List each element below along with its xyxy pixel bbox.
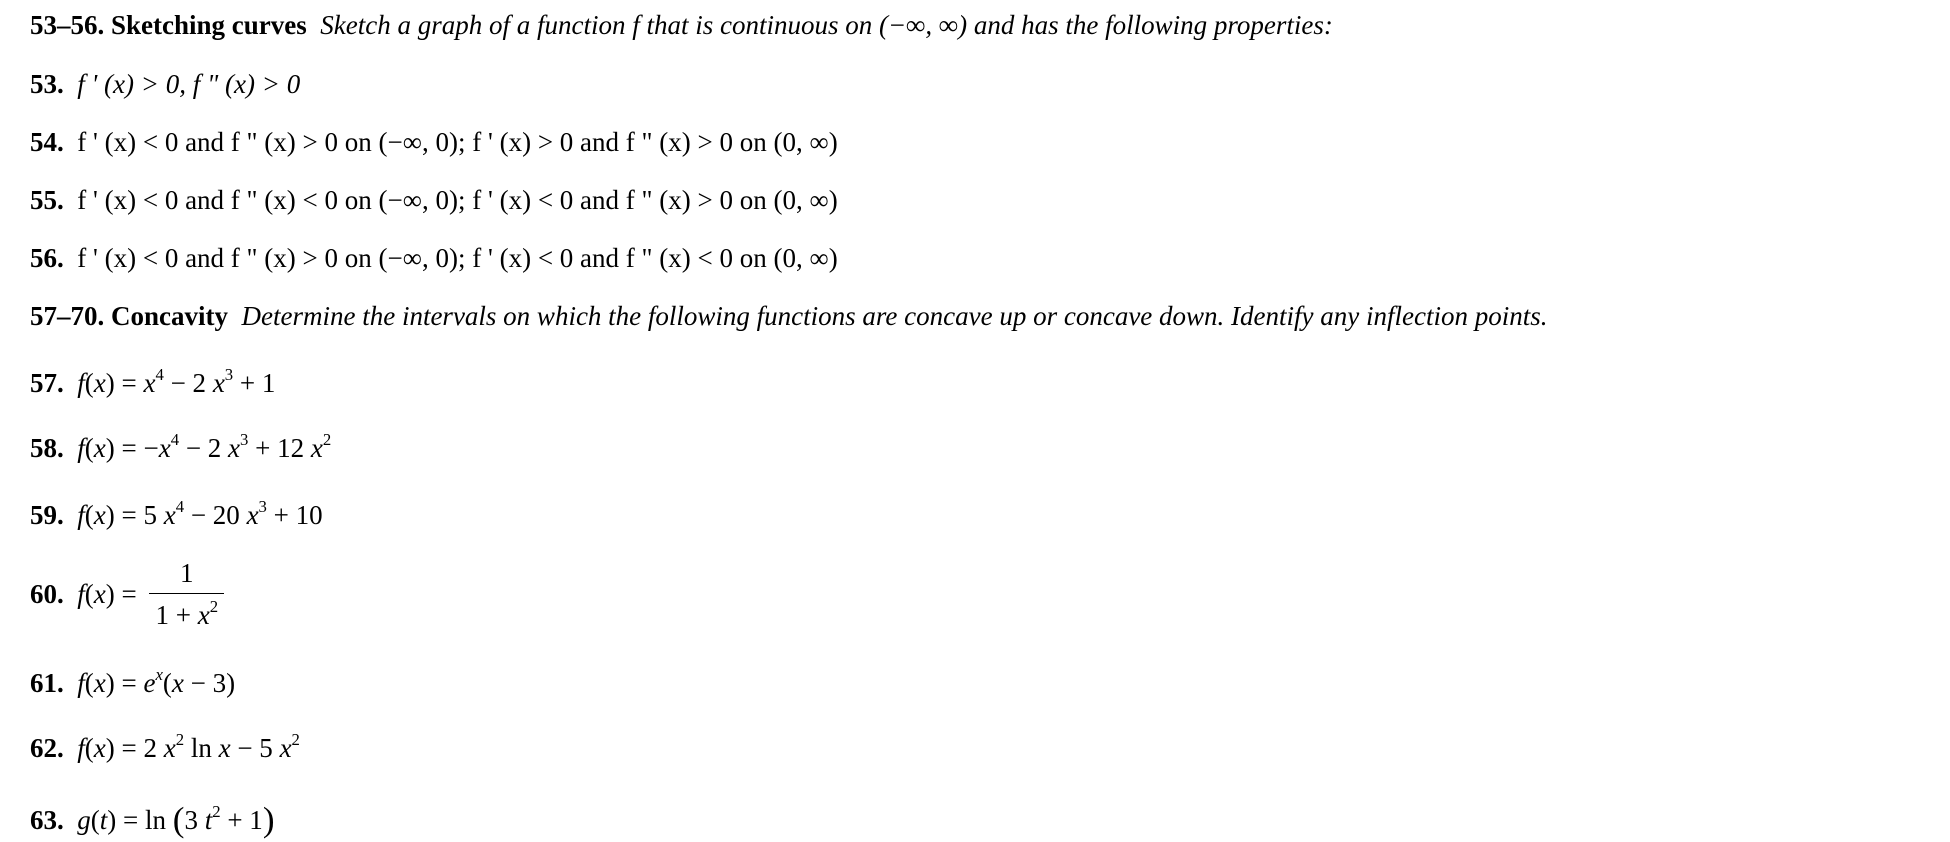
problem-expression: f(x) = <box>77 579 137 609</box>
problem-number: 62. <box>30 733 64 763</box>
problem-number: 53. <box>30 69 64 99</box>
problem-number: 57. <box>30 368 64 398</box>
problem-62 <box>30 729 300 763</box>
problem-53 <box>30 71 300 98</box>
problem-expression: $f(x) = -x^4 - 2$ $x^3 + 12$ $x^2$ <box>77 429 332 463</box>
section-title: Sketching curves <box>111 10 307 40</box>
problem-number: 58. <box>30 433 64 463</box>
problem-expression: f ' (x) < 0 and f " (x) < 0 on (−∞, 0); f ' (x) < 0 and f " (x) > 0 on (0, ∞) <box>77 185 838 215</box>
problem-number: 56. <box>30 243 64 273</box>
problem-61 <box>30 664 236 698</box>
fraction <box>149 560 224 629</box>
section-number: 57–70. <box>30 301 105 331</box>
problem-63 <box>30 799 275 839</box>
problem-59 <box>30 496 323 530</box>
problem-56 <box>30 245 838 272</box>
problem-55 <box>30 187 838 214</box>
section-instruction-f: f <box>632 10 640 40</box>
problem-57 <box>30 364 276 398</box>
problem-54 <box>30 129 838 156</box>
section-header-concavity <box>30 303 1547 330</box>
problem-expression: f ' (x) < 0 and f " (x) > 0 on (−∞, 0); f ' (x) > 0 and f " (x) > 0 on (0, ∞) <box>77 127 838 157</box>
problem-expression: f(x) = 2 $x^2$ ln x − 5 $x^2$ <box>77 729 300 763</box>
problem-58 <box>30 429 332 463</box>
problem-expression: f(x) = 5 $x^4 - 20$ $x^3 + 10$ <box>77 496 323 530</box>
section-instruction-b: that is continuous on (−∞, ∞) and has the following properties: <box>646 10 1333 40</box>
problem-expression: f ' (x) < 0 and f " (x) > 0 on (−∞, 0); f ' (x) < 0 and f " (x) < 0 on (0, ∞) <box>77 243 838 273</box>
problem-number: 60. <box>30 579 64 609</box>
fraction-numerator: 1 <box>180 558 194 588</box>
section-title: Concavity <box>111 301 228 331</box>
problem-number: 61. <box>30 668 64 698</box>
section-header-sketching <box>30 12 1333 39</box>
problem-number: 55. <box>30 185 64 215</box>
problem-expression: g(t) = ln (3 $t^2 + 1$) <box>77 799 275 839</box>
section-instruction-a: Sketch a graph of a function <box>320 10 626 40</box>
problem-number: 59. <box>30 500 64 530</box>
fraction-denominator: $1 + x^2$ <box>155 596 219 630</box>
problem-expression: f ' (x) > 0, f " (x) > 0 <box>77 69 301 99</box>
section-instruction: Determine the intervals on which the following functions are concave up or concave down. Identify any inflection points. <box>241 301 1548 331</box>
section-number: 53–56. <box>30 10 105 40</box>
problem-number: 63. <box>30 805 64 835</box>
problem-number: 54. <box>30 127 64 157</box>
problem-60 <box>30 560 224 629</box>
problem-expression: $f(x) = x^4 - 2$ $x^3 + 1$ <box>77 364 276 398</box>
problem-expression: $f(x) = e^x(x - 3)$ <box>77 664 236 698</box>
